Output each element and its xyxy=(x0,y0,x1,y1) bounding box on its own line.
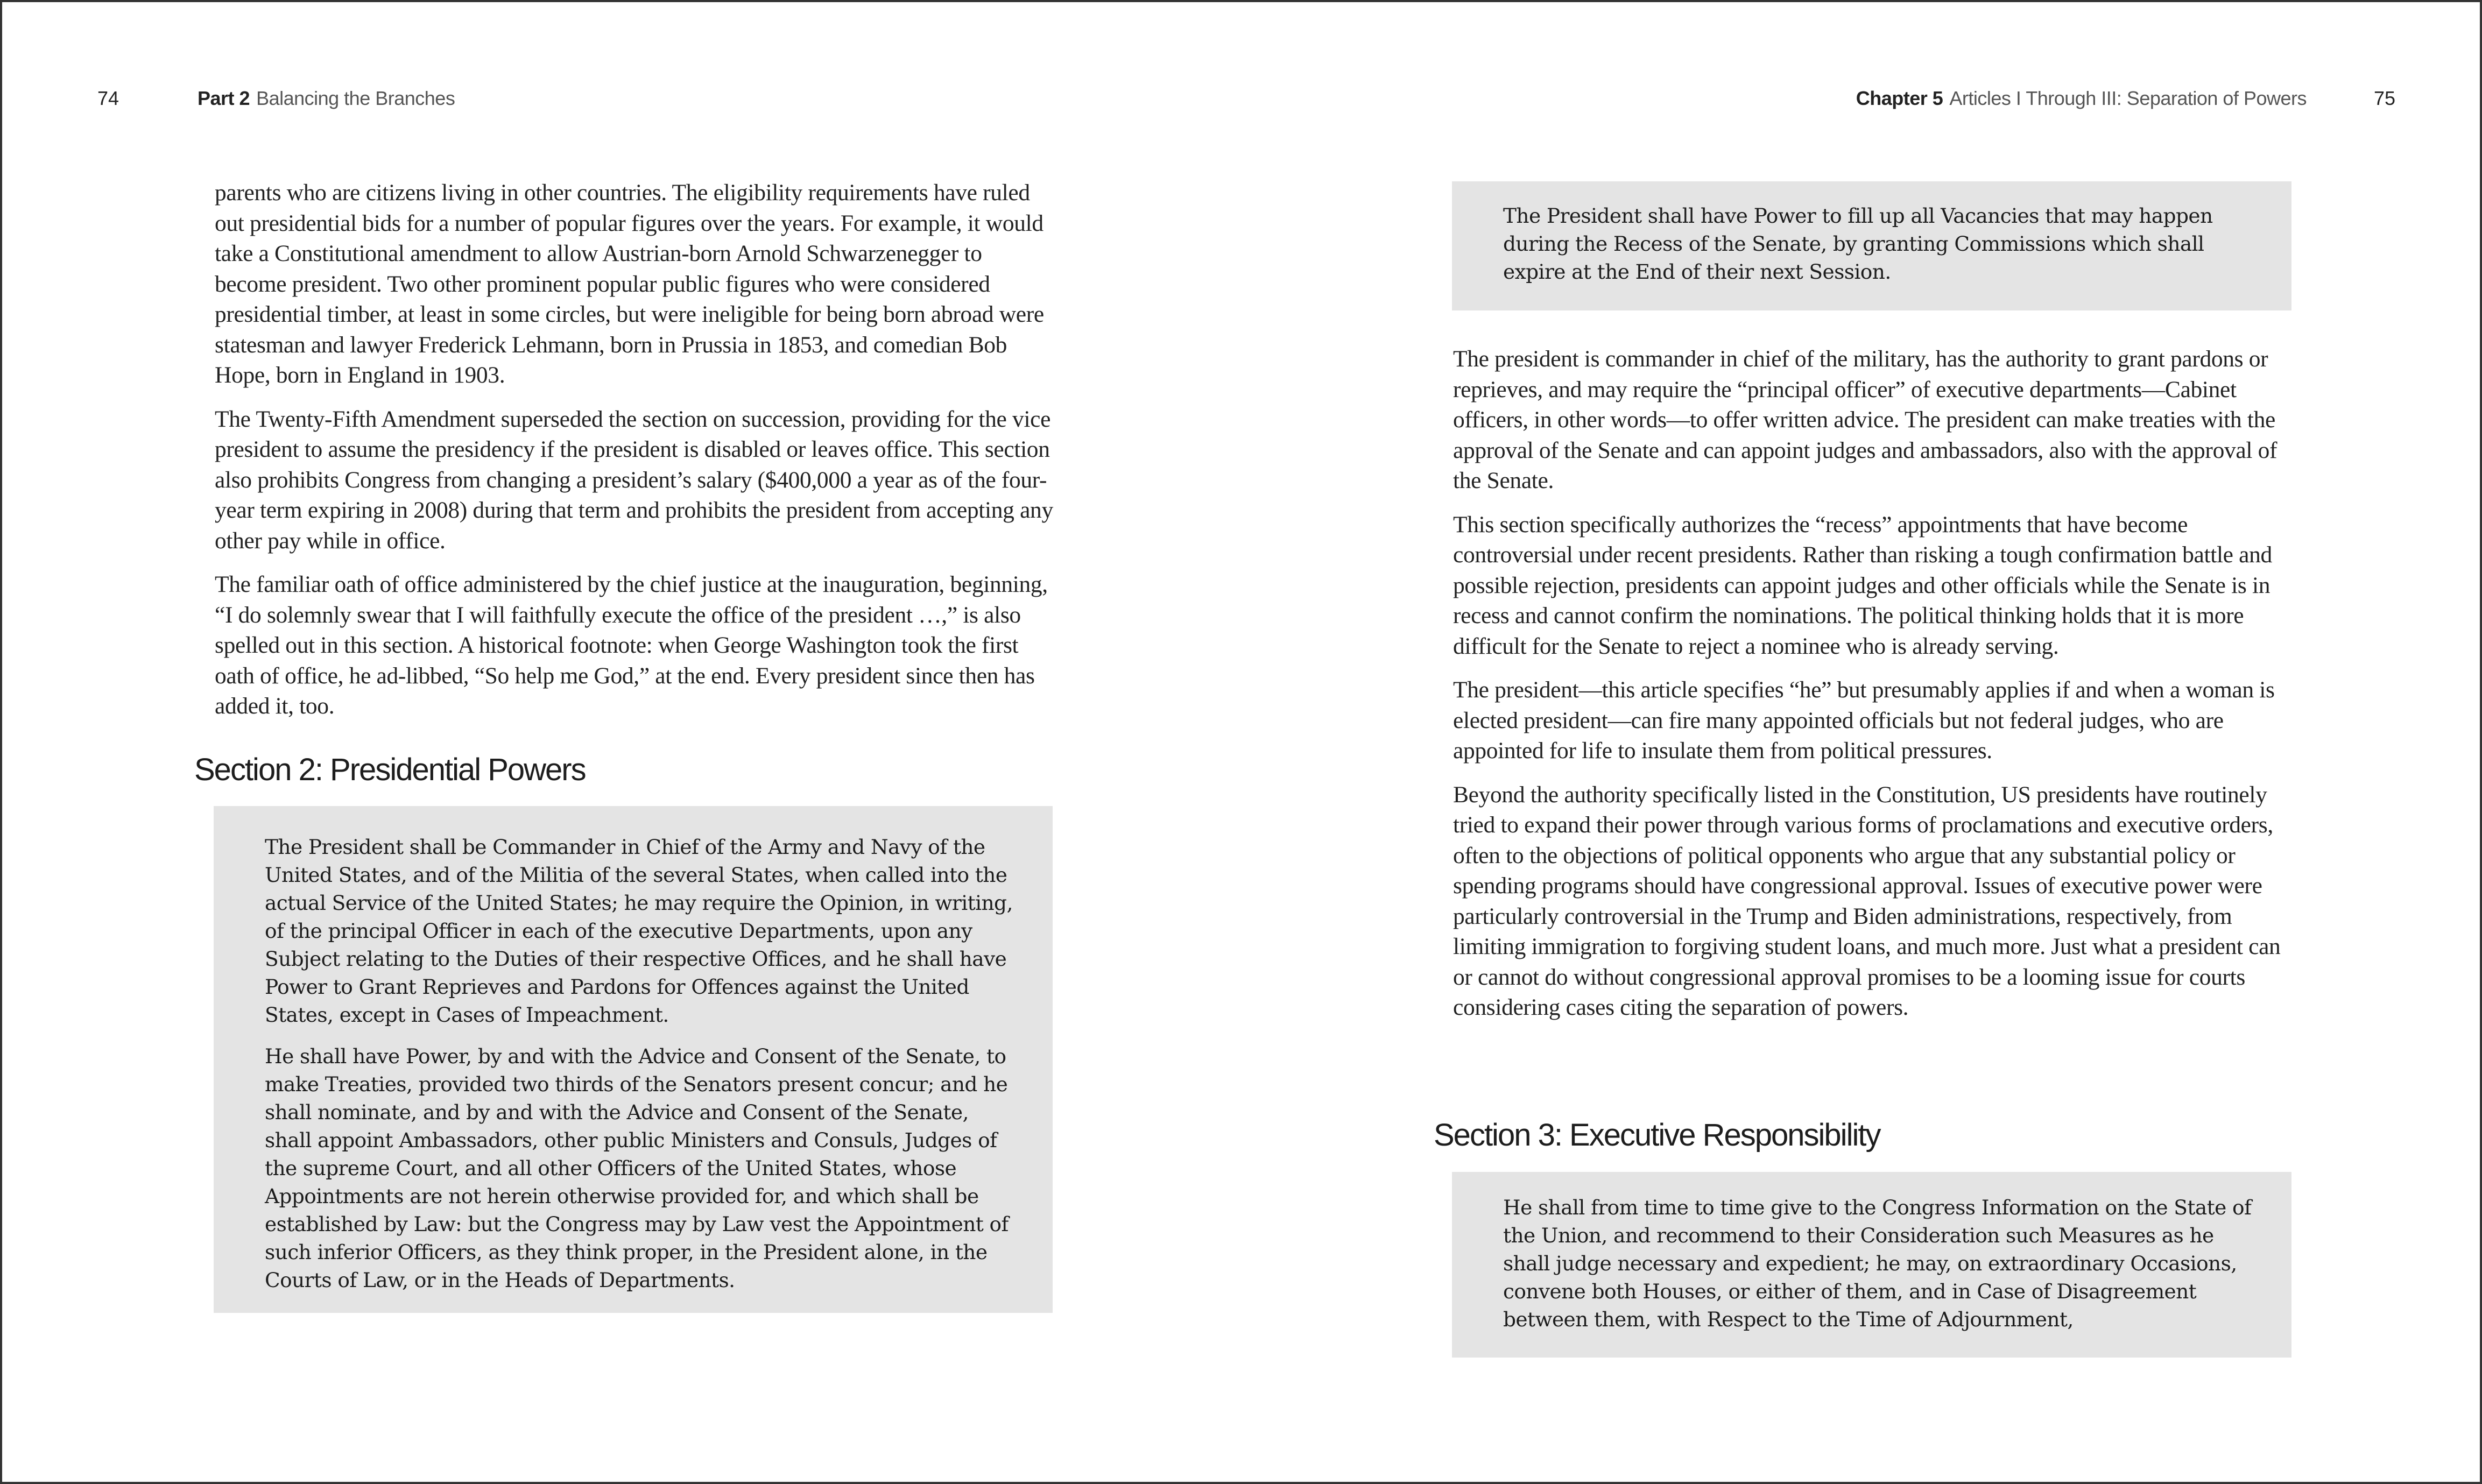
body-paragraph: The familiar oath of office administered by the chief justice at the inauguration, beginning, “I do solemnly swear that I will faithfully execute the office of the president …,” is also spelled out in this section. A historical footnote: when George Washington took the first oath of office, he ad-libbed, “So help me God,” at the end. Every president since then has added it, too. xyxy=(215,571,1048,719)
constitution-quote-box xyxy=(1452,181,2291,310)
right-body-column xyxy=(1453,344,2301,1036)
body-paragraph: This section specifically authorizes the “recess” appointments that have become controversial under recent presidents. Rather than risking a tough confirmation battle and possible rejection, presidents can appoint judges and other officials while the Senate is in recess and cannot confirm the nominations. The political thinking holds that it is more difficult for the Senate to reject a nominee who is already serving. xyxy=(1453,511,2272,659)
quote-paragraph: He shall have Power, by and with the Advice and Consent of the Senate, to make Treaties, provided two thirds of the Senators present concur; and he shall nominate, and by and with the Advice and Consent of the Senate, shall appoint Ambassadors, other public Ministers and Consuls, Judges of the supreme Court, and all other Officers of the United States, whose Appointments are not herein otherwise provided for, and which shall be established by Law: but the Congress may by Law vest the Appointment of such inferior Officers, as they think proper, in the President alone, in the Courts of Law, or in the Heads of Departments. xyxy=(265,1044,1009,1292)
body-paragraph: The Twenty-Fifth Amendment superseded the section on succession, providing for the vice president to assume the presidency if the president is disabled or leaves office. This section also prohibits Congress from changing a president’s salary ($400,000 a year as of the four-year term expiring in 2008) during that term and prohibits the president from accepting any other pay while in office. xyxy=(215,406,1053,554)
body-paragraph: parents who are citizens living in other countries. The eligibility requirements have ruled out presidential bids for a number of popular figures over the years. For example, it would take a Constitutional amendment to allow Austrian-born Arnold Schwarzenegger to become president. Two other prominent popular public figures who were considered presidential timber, at least in some circles, but were ineligible for being born abroad were statesman and lawyer Frederick Lehmann, born in Prussia in 1853, and comedian Bob Hope, born in England in 1903. xyxy=(215,180,1044,388)
constitution-quote-box xyxy=(214,806,1053,1313)
right-page xyxy=(1243,2,2482,1484)
quote-paragraph: The President shall be Commander in Chief of the Army and Navy of the United States, and of the Militia of the several States, when called into the actual Service of the United States; he may require the Opinion, in writing, of the principal Officer in each of the executive Departments, upon any Subject relating to the Duties of their respective Offices, and he shall have Power to Grant Reprieves and Pardons for Offences against the United States, except in Cases of Impeachment. xyxy=(265,835,1013,1027)
body-paragraph: Beyond the authority specifically listed in the Constitution, US presidents have routinely tried to expand their power through various forms of proclamations and executive orders, often to the objections of political opponents who argue that any substantial policy or spending programs should have congressional approval. Issues of executive power were particularly controversial in the Trump and Biden administrations, respectively, from limiting immigration to forgiving student loans, and much more. Just what a president can or cannot do without congressional approval promises to be a looming issue for courts considering cases citing the separation of powers. xyxy=(1453,781,2281,1020)
body-paragraph: The president—this article specifies “he” but presumably applies if and when a woman is elected president—can fire many appointed officials but not federal judges, who are appointed for life to insulate them from political pressures. xyxy=(1453,677,2275,764)
left-page xyxy=(2,2,1243,1484)
section-heading-presidential-powers: Section 2: Presidential Powers xyxy=(194,752,586,787)
constitution-quote-box xyxy=(1452,1172,2291,1358)
left-body-column xyxy=(215,178,1057,735)
chapter-title: Articles I Through III: Separation of Powers xyxy=(1949,87,2307,109)
running-head-right xyxy=(1856,87,2307,110)
section-heading-executive-responsibility: Section 3: Executive Responsibility xyxy=(1434,1118,1880,1153)
running-head-left xyxy=(198,87,455,110)
part-title: Balancing the Branches xyxy=(256,87,455,109)
chapter-label: Chapter 5 xyxy=(1856,87,1943,109)
body-paragraph: The president is commander in chief of the military, has the authority to grant pardons or reprieves, and may require the “principal officer” of executive departments—Cabinet officers, in other words—to offer written advice. The president can make treaties with the approval of the Senate and can appoint judges and ambassadors, also with the approval of the Senate. xyxy=(1453,346,2277,493)
part-label: Part 2 xyxy=(198,87,250,109)
page-number-right: 75 xyxy=(2374,87,2396,109)
page-number-left: 74 xyxy=(97,87,119,109)
quote-paragraph: He shall from time to time give to the Congress Information on the State of the Union, and recommend to their Consideration such Measures as he shall judge necessary and expedient; he may, on extraordinary Occasions, convene both Houses, or either of them, and in Case of Disagreement between them, with Respect to the Time of Adjournment, xyxy=(1503,1196,2252,1331)
quote-paragraph: The President shall have Power to fill up all Vacancies that may happen during the Recess of the Senate, by granting Commissions which shall expire at the End of their next Session. xyxy=(1503,204,2213,284)
